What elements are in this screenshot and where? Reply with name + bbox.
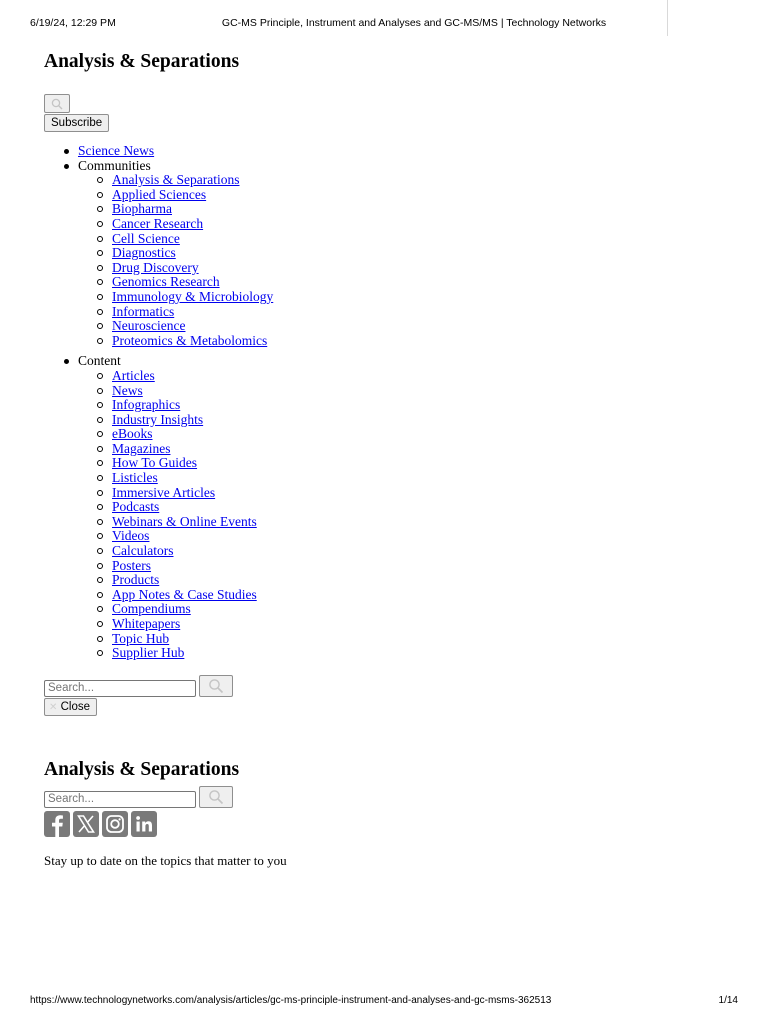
linkedin-icon[interactable] [131, 811, 157, 837]
list-item [112, 500, 724, 515]
list-item [112, 384, 724, 399]
subscribe-button[interactable]: Subscribe [44, 114, 109, 132]
list-item [112, 319, 724, 334]
list-item [112, 305, 724, 320]
instagram-icon[interactable] [102, 811, 128, 837]
nav-link-magazines[interactable]: Magazines [112, 440, 171, 456]
search-icon [208, 678, 224, 694]
nav-link-videos[interactable]: Videos [112, 528, 150, 544]
nav-link-topic-hub[interactable]: Topic Hub [112, 630, 170, 646]
nav-link-whitepapers[interactable]: Whitepapers [112, 616, 181, 631]
nav-link-listicles[interactable]: Listicles [112, 470, 158, 486]
print-datetime: 6/19/24, 12:29 PM [30, 17, 116, 29]
list-item [112, 617, 724, 632]
print-page-url: https://www.technologynetworks.com/analysis/articles/gc-ms-principle-instrument-and-analyses-and-gc-msms-362513 [30, 995, 552, 1006]
nav-link-biopharma[interactable]: Biopharma [112, 201, 172, 217]
list-item [112, 515, 724, 530]
nav-link-diagnostics[interactable]: Diagnostics [112, 245, 176, 261]
search-submit-button[interactable] [199, 675, 233, 697]
nav-link-webinars-online-events[interactable]: Webinars & Online Events [112, 513, 257, 529]
close-label: Close [60, 700, 90, 713]
list-item [112, 544, 724, 559]
nav-link-neuroscience[interactable]: Neuroscience [112, 318, 186, 334]
list-item [112, 442, 724, 457]
social-links [44, 811, 724, 837]
list-item [112, 369, 724, 384]
nav-link-calculators[interactable]: Calculators [112, 543, 174, 559]
nav-link-how-to-guides[interactable]: How To Guides [112, 455, 198, 471]
nav-link-industry-insights[interactable]: Industry Insights [112, 411, 204, 427]
nav-link-applied-sciences[interactable]: Applied Sciences [112, 186, 207, 202]
secondary-search-button[interactable] [199, 786, 233, 808]
nav-group-label: Content [78, 353, 121, 369]
nav-link-cancer-research[interactable]: Cancer Research [112, 215, 204, 231]
nav-link-podcasts[interactable]: Podcasts [112, 499, 160, 515]
list-item [112, 188, 724, 203]
list-item [112, 559, 724, 574]
search-toggle-button[interactable] [44, 94, 70, 113]
nav-link-drug-discovery[interactable]: Drug Discovery [112, 259, 199, 275]
nav-link-ebooks[interactable]: eBooks [112, 426, 153, 442]
nav-link-immunology-microbiology[interactable]: Immunology & Microbiology [112, 288, 274, 304]
nav-link-articles[interactable]: Articles [112, 367, 155, 383]
nav-link-infographics[interactable]: Infographics [112, 397, 181, 413]
nav-link-cell-science[interactable]: Cell Science [112, 230, 180, 246]
print-page-number: 1/14 [718, 995, 738, 1006]
search-icon [208, 789, 224, 805]
list-item [112, 427, 724, 442]
print-footer [30, 995, 738, 1006]
search-icon [51, 98, 63, 110]
list-item [112, 529, 724, 544]
list-item [112, 261, 724, 276]
list-item [112, 413, 724, 428]
list-item [112, 173, 724, 188]
list-item [112, 334, 724, 349]
nav-link-news[interactable]: News [112, 382, 143, 398]
list-item [112, 290, 724, 305]
list-item [112, 602, 724, 617]
list-item [112, 646, 724, 661]
nav-link-informatics[interactable]: Informatics [112, 303, 175, 319]
list-item [112, 217, 724, 232]
nav-group-content [78, 354, 724, 660]
x-icon[interactable] [73, 811, 99, 837]
facebook-icon[interactable] [44, 811, 70, 837]
page-edge-divider [667, 0, 668, 36]
list-item [112, 486, 724, 501]
list-item [112, 573, 724, 588]
nav-group-communities [78, 159, 724, 349]
nav-link-immersive-articles[interactable]: Immersive Articles [112, 484, 216, 500]
nav-link-proteomics-metabolomics[interactable]: Proteomics & Metabolomics [112, 332, 268, 348]
newsletter-tagline: Stay up to date on the topics that matter to you [44, 852, 287, 868]
close-button[interactable] [44, 698, 97, 716]
communities-list [78, 173, 724, 348]
nav-link-posters[interactable]: Posters [112, 557, 152, 573]
close-icon: ✕ [49, 701, 58, 713]
list-item [112, 588, 724, 603]
search-overlay-row [44, 675, 724, 697]
page-content [44, 50, 724, 869]
nav-link-products[interactable]: Products [112, 572, 160, 588]
list-item [112, 202, 724, 217]
list-item [112, 632, 724, 647]
site-title: Analysis & Separations [44, 51, 240, 72]
list-item [112, 471, 724, 486]
nav-link-genomics-research[interactable]: Genomics Research [112, 274, 220, 290]
nav-group-label: Communities [78, 157, 151, 173]
nav-link-app-notes-case-studies[interactable]: App Notes & Case Studies [112, 586, 257, 602]
search-input[interactable] [44, 680, 196, 697]
main-navigation [44, 144, 724, 661]
list-item [112, 456, 724, 471]
list-item [112, 398, 724, 413]
nav-link-analysis-separations[interactable]: Analysis & Separations [112, 172, 240, 188]
nav-link-supplier-hub[interactable]: Supplier Hub [112, 645, 185, 661]
content-list [78, 369, 724, 661]
secondary-site-title: Analysis & Separations [44, 758, 240, 780]
list-item [112, 246, 724, 261]
nav-item-science-news [78, 144, 724, 159]
nav-link-science-news[interactable]: Science News [78, 143, 155, 158]
list-item [112, 232, 724, 247]
nav-link-compendiums[interactable]: Compendiums [112, 601, 191, 617]
secondary-search-input[interactable] [44, 791, 196, 808]
secondary-search-row [44, 786, 724, 808]
print-document-title: GC-MS Principle, Instrument and Analyses and GC-MS/MS | Technology Networks [221, 17, 607, 29]
list-item [112, 275, 724, 290]
